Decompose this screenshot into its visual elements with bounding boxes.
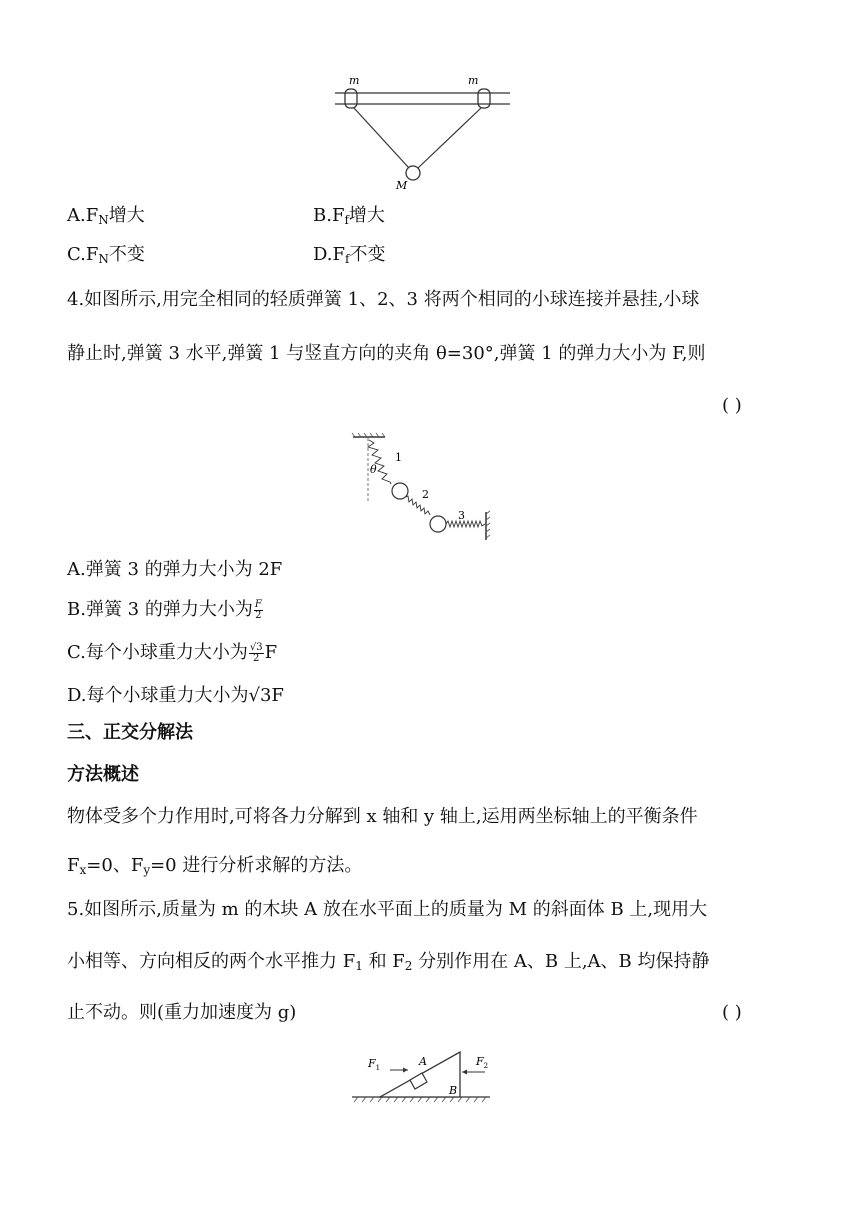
q3-option-d[interactable]: $D.F_f$不变 <box>313 244 386 266</box>
q4-option-a[interactable]: A.弹簧 3 的弹力大小为 2F <box>67 559 283 580</box>
rings-on-rod-figure <box>330 68 515 193</box>
label-m-right: m <box>468 74 479 87</box>
q3-option-b[interactable]: $B.F_f$增大 <box>313 205 385 227</box>
fraction-sqrt3-over-2: $\frac{√3}{2}$ <box>249 641 263 664</box>
spring-2-label: 2 <box>422 488 429 501</box>
spring-1-label: 1 <box>395 451 402 464</box>
method-subheading: 方法概述 <box>67 764 139 785</box>
q5-stem-line1: 5.如图所示,质量为 m 的木块 A 放在水平面上的质量为 M 的斜面体 B 上,现用大 <box>67 899 708 920</box>
springs-figure <box>345 430 500 542</box>
method-text-line2: $F_x=0$、$F_y=0$ 进行分析求解的方法。 <box>67 855 363 877</box>
block-A-label: A <box>419 1055 427 1068</box>
q4-option-c[interactable]: C.每个小球重力大小为 $\frac{√3}{2}$ F <box>67 641 278 664</box>
q4-stem-line2: 静止时,弹簧 3 水平,弹簧 1 与竖直方向的夹角 θ=30°,弹簧 1 的弹力大小为 F,则 <box>67 343 706 364</box>
hanging-ball <box>406 166 420 180</box>
left-ring <box>345 89 357 108</box>
q4-option-d[interactable]: D.每个小球重力大小为√3F <box>67 685 284 706</box>
q5-stem-line2: 小相等、方向相反的两个水平推力 $F_1$ 和 $F_2$ 分别作用在 A、B 上,A、B 均保持静 <box>67 951 710 973</box>
label-m-left: m <box>349 74 360 87</box>
section-heading: 三、正交分解法 <box>67 722 193 743</box>
incline-figure <box>350 1040 495 1105</box>
f1-label: $F_1$ <box>368 1057 381 1072</box>
fraction-f-over-2: $\frac{F}{2}$ <box>254 598 262 621</box>
theta-label: θ <box>370 463 377 476</box>
ball-2 <box>430 516 446 532</box>
q4-answer-blank[interactable]: ( ) <box>722 395 742 416</box>
q3-option-a[interactable]: $A.F_N$增大 <box>67 205 145 227</box>
q4-option-b[interactable]: B.弹簧 3 的弹力大小为 $\frac{F}{2}$ <box>67 598 262 621</box>
q5-stem-line3: 止不动。则(重力加速度为 g) <box>67 1002 297 1023</box>
q4-stem-line1: 4.如图所示,用完全相同的轻质弹簧 1、2、3 将两个相同的小球连接并悬挂,小球 <box>67 289 700 310</box>
right-ring <box>478 89 490 108</box>
label-ball-M: M <box>396 179 408 192</box>
spring-3-label: 3 <box>458 509 465 522</box>
method-text-line1: 物体受多个力作用时,可将各力分解到 x 轴和 y 轴上,运用两坐标轴上的平衡条件 <box>67 806 698 827</box>
q3-option-c[interactable]: $C.F_N$不变 <box>67 244 145 266</box>
ball-1 <box>392 483 408 499</box>
f2-label: $F_2$ <box>476 1055 489 1070</box>
q5-answer-blank[interactable]: ( ) <box>722 1002 742 1023</box>
incline-B-label: B <box>449 1084 458 1097</box>
